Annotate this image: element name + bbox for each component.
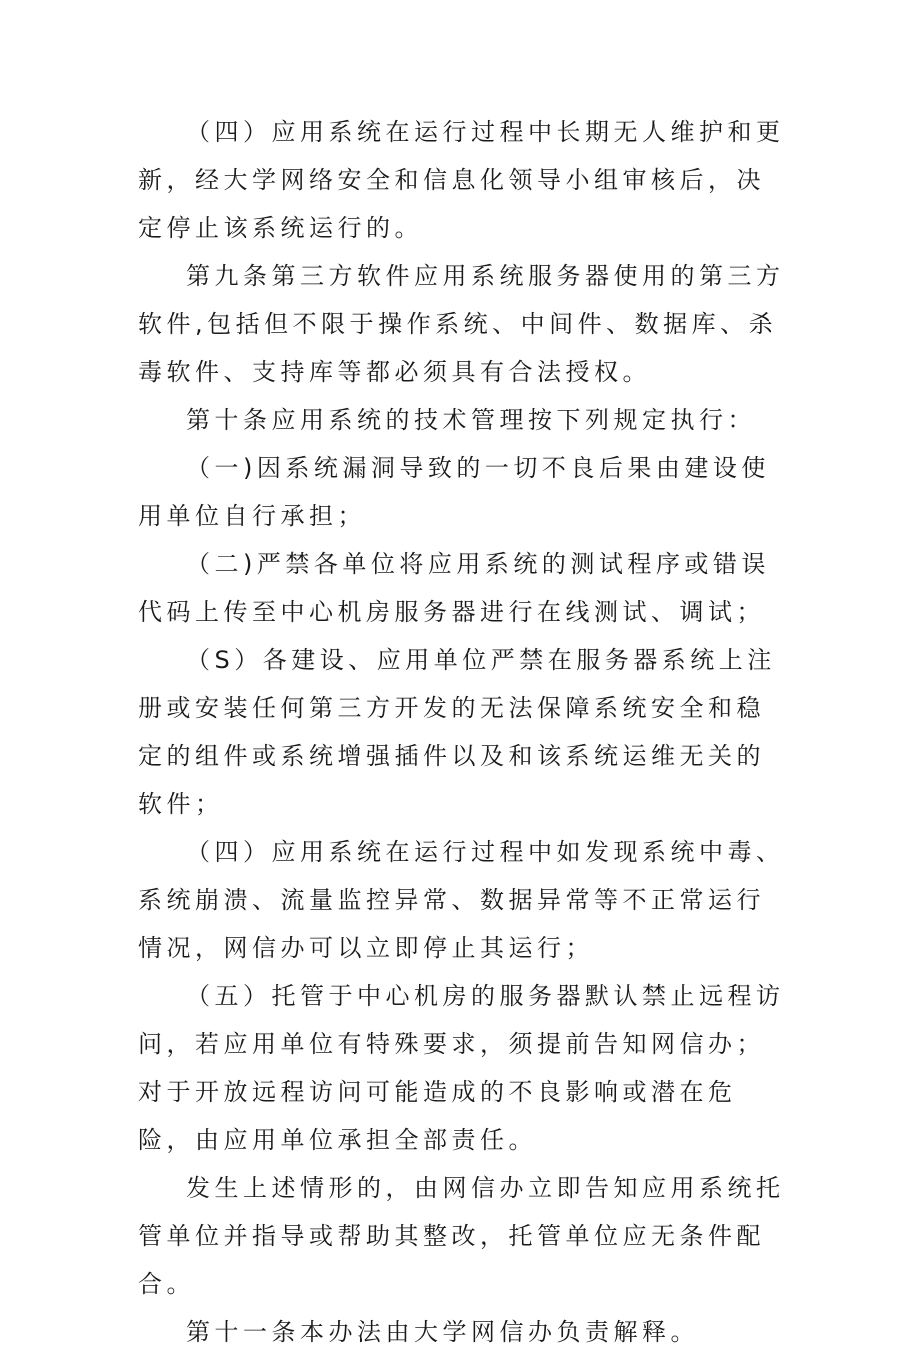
- document-body: [138, 108, 788, 1356]
- article-10-item-4: （四）应用系统在运行过程中如发现系统中毒、系统崩溃、流量监控异常、数据异常等不正常运行情况，网信办可以立即停止其运行；: [138, 838, 785, 962]
- article-10-item-3: （S）各建设、应用单位严禁在服务器系统上注册或安装任何第三方开发的无法保障系统安全和稳定的组件或系统增强插件以及和该系统运维无关的软件；: [138, 646, 776, 818]
- rectification-clause: 发生上述情形的，由网信办立即告知应用系统托管单位并指导或帮助其整改，托管单位应无条件配合。: [138, 1174, 785, 1298]
- article-10-technical-management: 第十条应用系统的技术管理按下列规定执行：: [186, 406, 756, 434]
- article-10-item-1: （一)因系统漏洞导致的一切不良后果由建设使用单位自行承担；: [138, 454, 770, 530]
- article-9-third-party-software: 第九条第三方软件应用系统服务器使用的第三方软件,包括但不限于操作系统、中间件、数据库、杀毒软件、支持库等都必须具有合法授权。: [138, 262, 785, 386]
- article-11-interpretation: 第十一条本办法由大学网信办负责解释。: [186, 1318, 699, 1346]
- paragraph-item-4: （四）应用系统在运行过程中长期无人维护和更新，经大学网络安全和信息化领导小组审核后，决定停止该系统运行的。: [138, 118, 785, 242]
- article-10-item-2: （二)严禁各单位将应用系统的测试程序或错误代码上传至中心机房服务器进行在线测试、调试；: [138, 550, 770, 626]
- article-10-item-5: （五）托管于中心机房的服务器默认禁止远程访问，若应用单位有特殊要求，须提前告知网信办；对于开放远程访问可能造成的不良影响或潜在危险，由应用单位承担全部责任。: [138, 982, 785, 1154]
